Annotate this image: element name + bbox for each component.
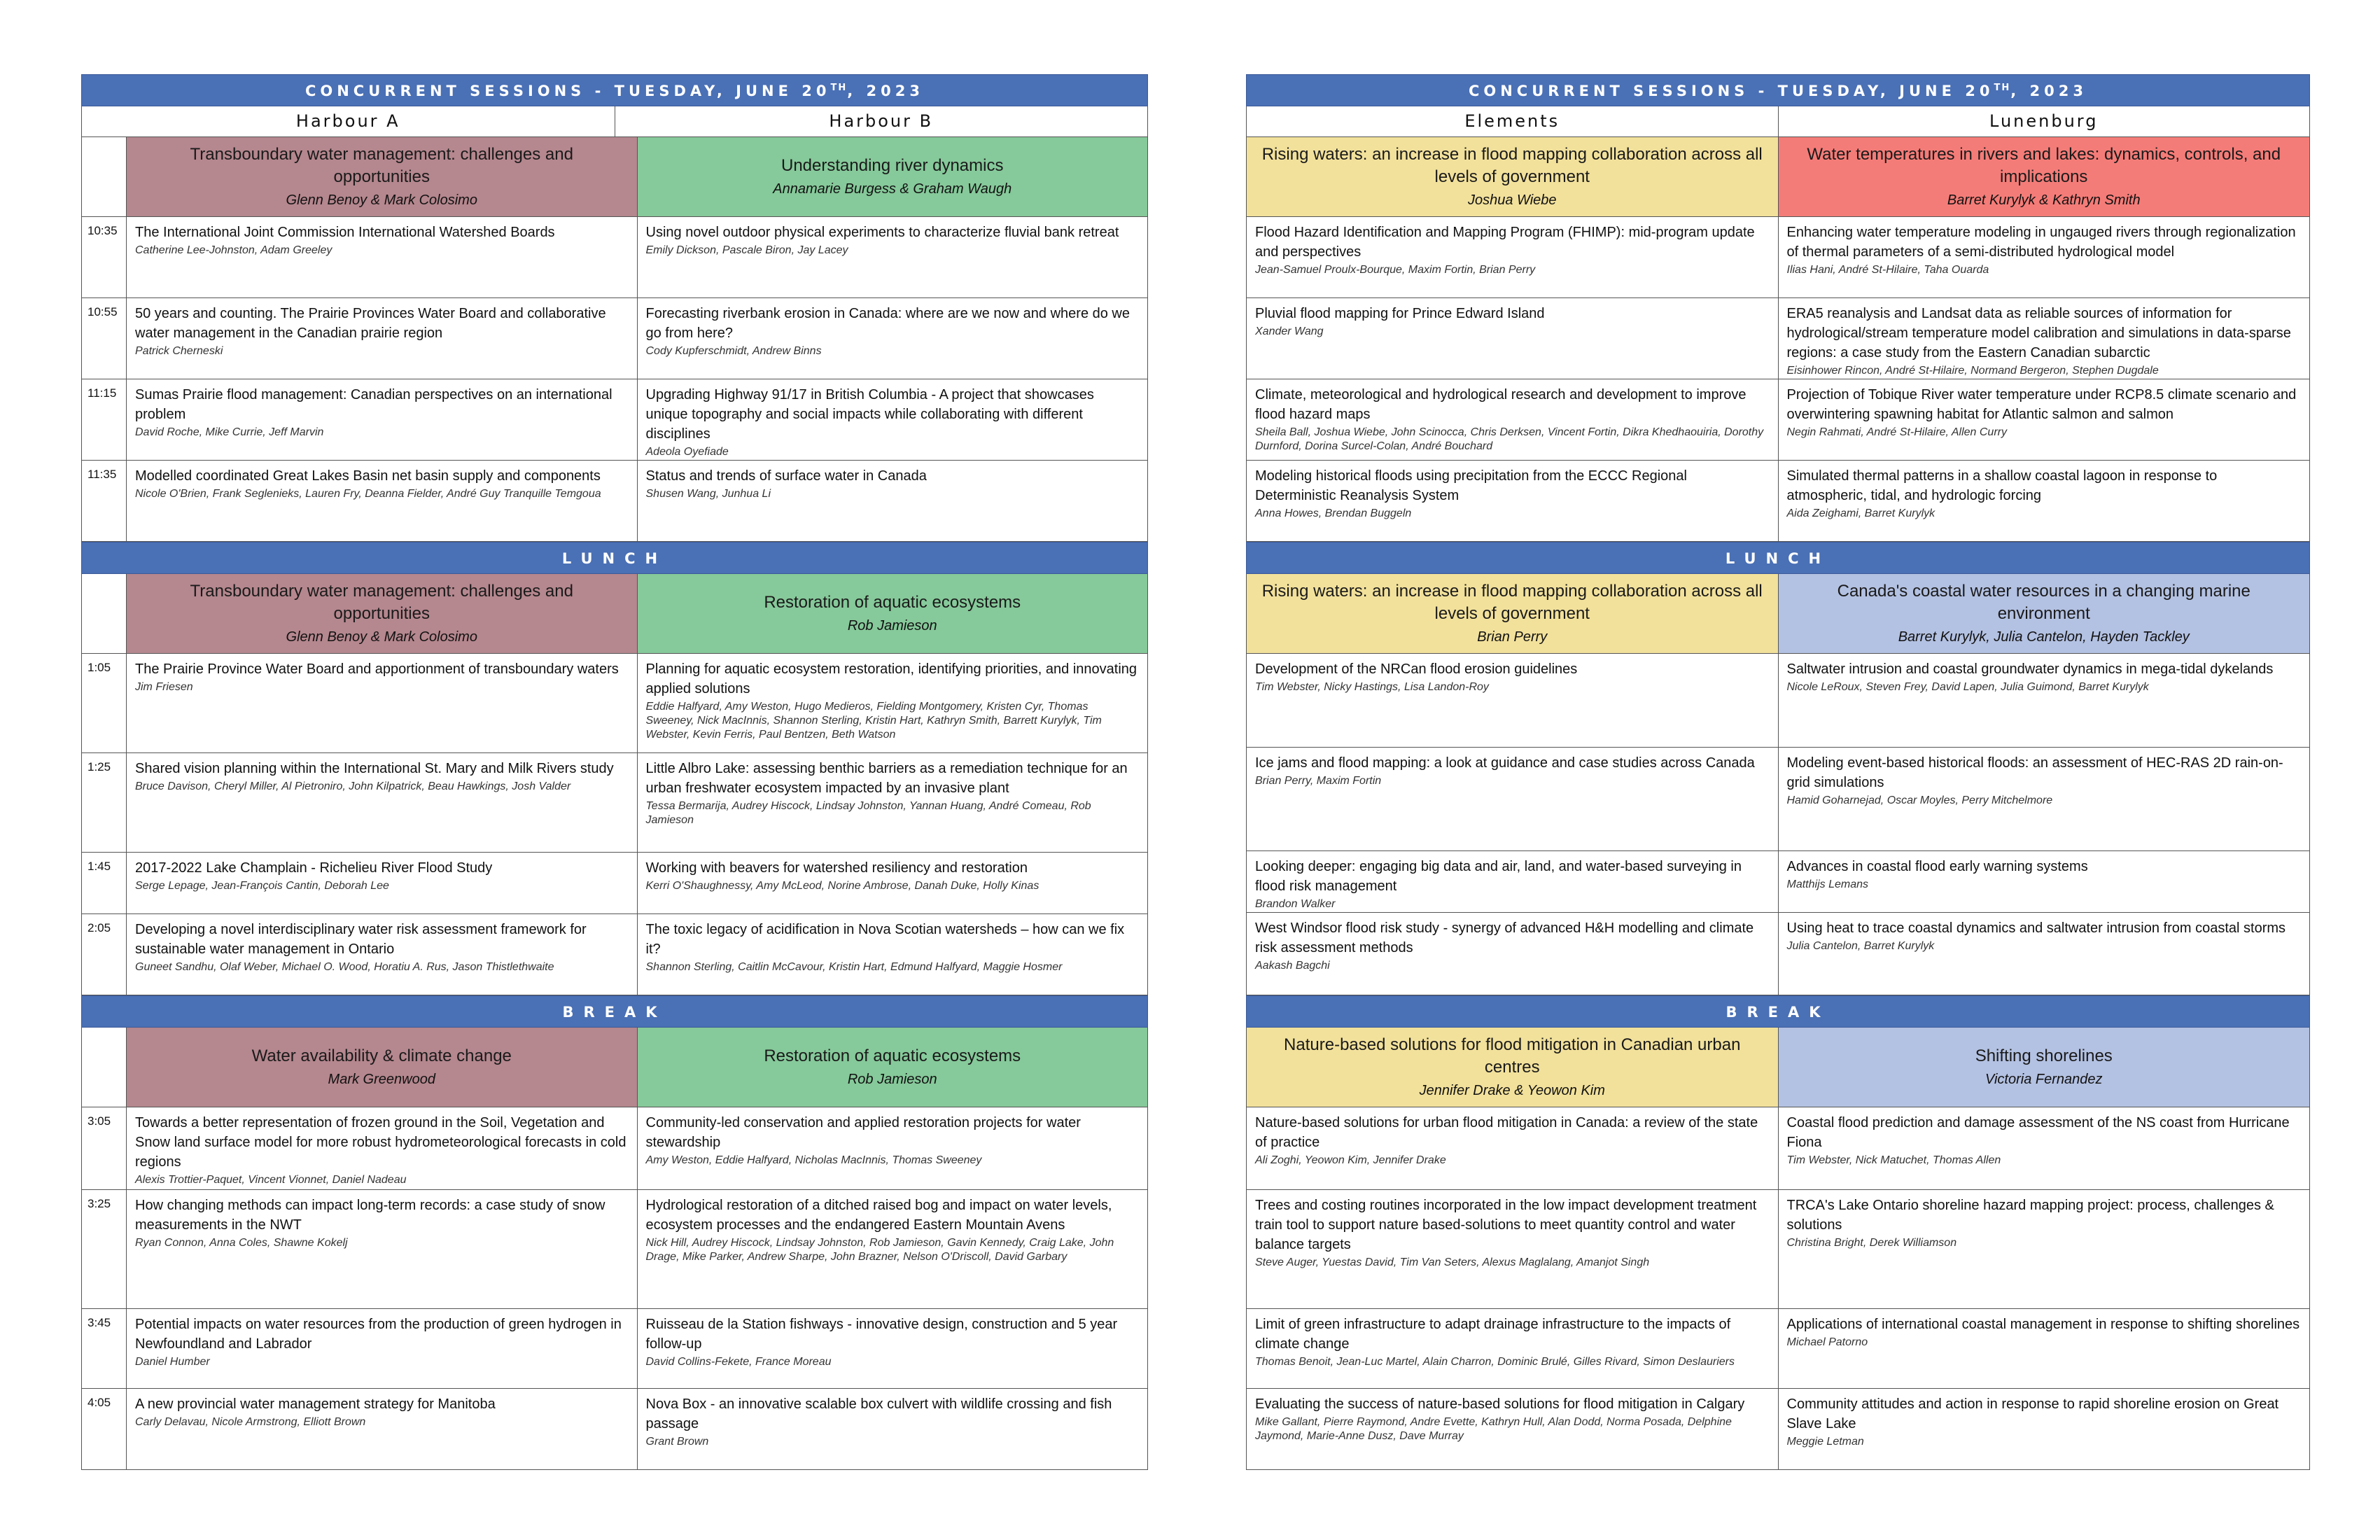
talk-authors: Matthijs Lemans <box>1786 878 1868 890</box>
session-block <box>81 137 1148 542</box>
talk-row <box>82 1107 1147 1190</box>
room-header-row <box>81 106 1148 137</box>
session-header-row <box>1247 574 2309 654</box>
talk-cell <box>127 298 637 379</box>
talk-title: Status and trends of surface water in Canada <box>645 468 927 484</box>
talk-row <box>82 217 1147 298</box>
talk-row <box>1247 1107 2309 1190</box>
session-block <box>1246 574 2310 995</box>
session-chairs: Rob Jamieson <box>847 617 937 634</box>
talk-authors: Negin Rahmati, André St-Hilaire, Allen Curry <box>1786 426 2007 438</box>
talk-row <box>82 1190 1147 1309</box>
talk-cell <box>1247 748 1778 850</box>
talk-authors: Jim Friesen <box>135 681 193 693</box>
time-cell: 3:45 <box>82 1309 127 1388</box>
time-cell: 10:55 <box>82 298 127 379</box>
talk-title: Working with beavers for watershed resiliency and restoration <box>645 860 1028 876</box>
talk-authors: Michael Patorno <box>1786 1336 1868 1348</box>
talk-title: Modelled coordinated Great Lakes Basin net basin supply and components <box>135 468 601 484</box>
session-chairs: Annamarie Burgess & Graham Waugh <box>773 181 1012 197</box>
talk-authors: Cody Kupferschmidt, Andrew Binns <box>645 345 822 357</box>
talk-title: The Prairie Province Water Board and apportionment of transboundary waters <box>135 662 619 677</box>
session-header-row <box>82 1028 1147 1107</box>
talk-authors: Tim Webster, Nick Matuchet, Thomas Allen <box>1786 1154 2001 1166</box>
title-year: , 2023 <box>2010 83 2088 99</box>
session-header <box>1247 574 1778 653</box>
talk-title: Climate, meteorological and hydrological research and development to improve flood hazard maps <box>1255 387 1746 422</box>
talk-authors: Carly Delavau, Nicole Armstrong, Elliott Brown <box>135 1416 366 1428</box>
talk-title: 50 years and counting. The Prairie Provinces Water Board and collaborative water management in the Canadian prairie region <box>135 306 606 341</box>
talk-authors: Brian Perry, Maxim Fortin <box>1255 775 1382 787</box>
talk-row <box>1247 217 2309 298</box>
talk-authors: David Collins-Fekete, France Moreau <box>645 1356 832 1368</box>
title-sup: TH <box>830 83 848 93</box>
talk-authors: Patrick Cherneski <box>135 345 223 357</box>
talk-cell <box>637 217 1148 298</box>
session-title: Nature-based solutions for flood mitigation in Canadian urban centres <box>1284 1035 1741 1077</box>
talk-cell <box>1247 461 1778 541</box>
session-chairs: Rob Jamieson <box>847 1071 937 1087</box>
talk-cell <box>127 1309 637 1388</box>
talk-title: Ruisseau de la Station fishways - innovative design, construction and 5 year follow-up <box>645 1317 1118 1352</box>
talk-cell <box>127 1389 637 1469</box>
talk-title: Towards a better representation of frozen ground in the Soil, Vegetation and Snow land surface model for more robust hydrometeorological forecasts in cold regions <box>135 1115 626 1170</box>
time-cell <box>82 137 127 216</box>
talk-authors: Tessa Bermarija, Audrey Hiscock, Lindsay Johnston, Yannan Huang, André Comeau, Rob Jamieson <box>645 800 1091 826</box>
talk-cell <box>1247 1190 1778 1308</box>
talk-cell <box>637 753 1148 852</box>
title-year: , 2023 <box>847 83 925 99</box>
break-band: BREAK <box>1246 995 2310 1028</box>
talk-cell <box>127 217 637 298</box>
talk-cell <box>637 853 1148 913</box>
talk-cell <box>127 1190 637 1308</box>
session-title: Restoration of aquatic ecosystems <box>764 1046 1021 1065</box>
talk-authors: Brandon Walker <box>1255 898 1336 910</box>
session-blocks <box>1246 137 2310 1470</box>
talk-cell <box>1778 461 2310 541</box>
time-cell: 4:05 <box>82 1389 127 1469</box>
session-block <box>1246 137 2310 542</box>
talk-cell <box>1778 1107 2310 1189</box>
talk-title: Saltwater intrusion and coastal groundwater dynamics in mega-tidal dykelands <box>1786 662 2274 677</box>
talk-cell <box>637 1389 1148 1469</box>
talk-title: Community-led conservation and applied restoration projects for water stewardship <box>645 1115 1081 1150</box>
talk-title: West Windsor flood risk study - synergy of advanced H&H modelling and climate risk assessment methods <box>1255 920 1754 955</box>
talk-cell <box>1247 913 1778 995</box>
session-header <box>1778 574 2310 653</box>
session-title: Understanding river dynamics <box>781 155 1004 175</box>
talk-title: Applications of international coastal management in response to shifting shorelines <box>1786 1317 2300 1332</box>
talk-cell <box>1247 851 1778 912</box>
time-cell: 1:25 <box>82 753 127 852</box>
talk-authors: Ali Zoghi, Yeowon Kim, Jennifer Drake <box>1255 1154 1446 1166</box>
talk-title: Enhancing water temperature modeling in ungauged rivers through regionalization of thermal parameters of a semi-distributed hydrological model <box>1786 225 2296 260</box>
talk-title: Upgrading Highway 91/17 in British Columbia - A project that showcases unique topography and social impacts while collaborating with different disciplines <box>645 387 1094 442</box>
talk-authors: Daniel Humber <box>135 1356 210 1368</box>
session-chairs: Barret Kurylyk & Kathryn Smith <box>1947 192 2141 208</box>
talk-cell <box>1247 1107 1778 1189</box>
room-name: Elements <box>1464 111 1560 131</box>
time-cell: 2:05 <box>82 914 127 995</box>
talk-cell <box>637 461 1148 541</box>
session-title: Transboundary water management: challenges and opportunities <box>190 581 573 623</box>
talk-cell <box>1778 1309 2310 1388</box>
talk-cell <box>1247 298 1778 379</box>
talk-authors: Xander Wang <box>1255 326 1324 337</box>
talk-row <box>82 753 1147 853</box>
talk-title: Modeling event-based historical floods: an assessment of HEC-RAS 2D rain-on-grid simulations <box>1786 755 2283 790</box>
session-block <box>81 574 1148 995</box>
talk-title: Evaluating the success of nature-based solutions for flood mitigation in Calgary <box>1255 1396 1745 1412</box>
talk-title: Hydrological restoration of a ditched raised bog and impact on water levels, ecosystem processes and the endangered Eastern Mountain Avens <box>645 1198 1112 1233</box>
talk-row <box>82 1389 1147 1470</box>
session-header-row <box>1247 1028 2309 1107</box>
session-header <box>127 574 637 653</box>
talk-authors: Jean-Samuel Proulx-Bourque, Maxim Fortin, Brian Perry <box>1255 264 1536 276</box>
talk-authors: Steve Auger, Yuestas David, Tim Van Seters, Alexus Maglalang, Amanjot Singh <box>1255 1256 1650 1268</box>
talk-cell <box>637 379 1148 460</box>
talk-authors: Aida Zeighami, Barret Kurylyk <box>1786 507 1935 519</box>
talk-authors: Kerri O'Shaughnessy, Amy McLeod, Norine Ambrose, Danah Duke, Holly Kinas <box>645 880 1040 892</box>
time-cell: 1:45 <box>82 853 127 913</box>
talk-cell <box>1247 217 1778 298</box>
talk-title: Pluvial flood mapping for Prince Edward Island <box>1255 306 1545 321</box>
session-header-row <box>1247 137 2309 217</box>
title-text: CONCURRENT SESSIONS - TUESDAY, JUNE 20 <box>304 83 831 99</box>
talk-authors: David Roche, Mike Currie, Jeff Marvin <box>135 426 324 438</box>
talk-row <box>1247 654 2309 748</box>
time-cell: 1:05 <box>82 654 127 752</box>
talk-cell <box>127 461 637 541</box>
title-text: CONCURRENT SESSIONS - TUESDAY, JUNE 20 <box>1468 83 1994 99</box>
talk-cell <box>1778 851 2310 912</box>
talk-title: Community attitudes and action in response to rapid shoreline erosion on Great Slave Lake <box>1786 1396 2279 1432</box>
talk-cell <box>127 654 637 752</box>
talk-authors: Mike Gallant, Pierre Raymond, Andre Evette, Kathryn Hull, Alan Dodd, Norma Posada, Delphine Jaymond, Marie-Anne Dusz, Dave Murray <box>1255 1416 1732 1442</box>
session-chairs: Mark Greenwood <box>328 1071 435 1087</box>
talk-title: Little Albro Lake: assessing benthic barriers as a remediation technique for an urban freshwater ecosystem impacted by an invasive plant <box>645 761 1128 796</box>
talk-row <box>1247 748 2309 851</box>
time-cell <box>82 1028 127 1107</box>
talk-title: Trees and costing routines incorporated in the low impact development treatment train tool to support nature based-solutions to meet quantity control and water balance targets <box>1255 1198 1757 1252</box>
schedule-title-band <box>1246 74 2310 106</box>
session-header <box>637 137 1148 216</box>
talk-authors: Shusen Wang, Junhua Li <box>645 488 771 500</box>
talk-cell <box>1247 1309 1778 1388</box>
talk-authors: Emily Dickson, Pascale Biron, Jay Lacey <box>645 244 848 256</box>
session-header <box>1778 1028 2310 1107</box>
talk-authors: Eddie Halfyard, Amy Weston, Hugo Medieros, Fielding Montgomery, Kristen Cyr, Thomas Sweeney, Nick MacInnis, Shannon Sterling, Kristin Hart, Kathryn Smith, Barrett Kurylyk, Tim Webster, Kevin Ferris, Paul Bentzen, Beth Watson <box>645 701 1102 741</box>
session-block <box>1246 1028 2310 1470</box>
talk-authors: Eisinhower Rincon, André St-Hilaire, Normand Bergeron, Stephen Dugdale <box>1786 365 2159 377</box>
talk-cell <box>1778 379 2310 460</box>
time-cell: 3:05 <box>82 1107 127 1189</box>
talk-cell <box>1778 217 2310 298</box>
talk-authors: Bruce Davison, Cheryl Miller, Al Pietroniro, John Kilpatrick, Beau Hawkings, Josh Valder <box>135 780 571 792</box>
talk-cell <box>127 753 637 852</box>
session-header <box>1247 137 1778 216</box>
talk-row <box>1247 913 2309 995</box>
session-header <box>127 137 637 216</box>
talk-authors: Tim Webster, Nicky Hastings, Lisa Landon-Roy <box>1255 681 1489 693</box>
session-chairs: Joshua Wiebe <box>1467 192 1557 208</box>
talk-authors: Serge Lepage, Jean-François Cantin, Deborah Lee <box>135 880 389 892</box>
talk-authors: Guneet Sandhu, Olaf Weber, Michael O. Wood, Horatiu A. Rus, Jason Thistlethwaite <box>135 961 554 973</box>
talk-title: Forecasting riverbank erosion in Canada: where are we now and where do we go from here? <box>645 306 1130 341</box>
talk-cell <box>127 914 637 995</box>
talk-title: Using novel outdoor physical experiments to characterize fluvial bank retreat <box>645 225 1119 240</box>
session-title: Water availability & climate change <box>251 1046 512 1065</box>
talk-authors: Ryan Connon, Anna Coles, Shawne Kokelj <box>135 1237 348 1249</box>
talk-title: Using heat to trace coastal dynamics and saltwater intrusion from coastal storms <box>1786 920 2286 936</box>
talk-title: ERA5 reanalysis and Landsat data as reliable sources of information for hydrological/stream temperature model calibration and simulations in data-sparse regions: a case study from the Eastern Canadian subarctic <box>1786 306 2291 360</box>
session-block <box>81 1028 1148 1470</box>
talk-authors: Anna Howes, Brendan Buggeln <box>1255 507 1412 519</box>
talk-authors: Amy Weston, Eddie Halfyard, Nicholas MacInnis, Thomas Sweeney <box>645 1154 982 1166</box>
talk-title: Modeling historical floods using precipitation from the ECCC Regional Deterministic Reanalysis System <box>1255 468 1687 503</box>
talk-row <box>1247 379 2309 461</box>
title-sup: TH <box>1994 83 2011 93</box>
talk-title: Limit of green infrastructure to adapt drainage infrastructure to the impacts of climate change <box>1255 1317 1731 1352</box>
talk-authors: Julia Cantelon, Barret Kurylyk <box>1786 940 1935 952</box>
talk-cell <box>1247 654 1778 747</box>
talk-authors: Nicole O'Brien, Frank Seglenieks, Lauren Fry, Deanna Fielder, André Guy Tranquille Temgoua <box>135 488 601 500</box>
talk-title: Looking deeper: engaging big data and air, land, and water-based surveying in flood risk management <box>1255 859 1742 894</box>
talk-authors: Aakash Bagchi <box>1255 960 1330 972</box>
talk-authors: Meggie Letman <box>1786 1436 1864 1448</box>
talk-cell <box>1247 1389 1778 1469</box>
talk-cell <box>637 914 1148 995</box>
talk-row <box>1247 461 2309 542</box>
talk-title: A new provincial water management strategy for Manitoba <box>135 1396 496 1412</box>
session-header <box>637 574 1148 653</box>
talk-authors: Christina Bright, Derek Williamson <box>1786 1237 1957 1249</box>
schedule-panel-right <box>1246 74 2310 1470</box>
room-name: Harbour A <box>295 111 400 131</box>
time-cell: 11:15 <box>82 379 127 460</box>
talk-title: Ice jams and flood mapping: a look at guidance and case studies across Canada <box>1255 755 1755 771</box>
talk-cell <box>1778 654 2310 747</box>
session-title: Canada's coastal water resources in a changing marine environment <box>1837 581 2250 623</box>
talk-row <box>82 654 1147 753</box>
talk-authors: Adeola Oyefiade <box>645 446 729 458</box>
talk-title: Advances in coastal flood early warning systems <box>1786 859 2088 874</box>
session-chairs: Glenn Benoy & Mark Colosimo <box>286 192 477 208</box>
break-band: BREAK <box>81 995 1148 1028</box>
talk-cell <box>637 1190 1148 1308</box>
talk-title: Projection of Tobique River water temperature under RCP8.5 climate scenario and overwintering spawning habitat for Atlantic salmon and salmon <box>1786 387 2297 422</box>
talk-authors: Thomas Benoit, Jean-Luc Martel, Alain Charron, Dominic Brulé, Gilles Rivard, Simon Deslauriers <box>1255 1356 1735 1368</box>
talk-cell <box>1778 1190 2310 1308</box>
room-name: Lunenburg <box>1778 106 2310 136</box>
time-cell: 11:35 <box>82 461 127 541</box>
talk-title: How changing methods can impact long-term records: a case study of snow measurements in the NWT <box>135 1198 606 1233</box>
schedule-panel-left <box>81 74 1148 1470</box>
talk-row <box>1247 1190 2309 1309</box>
talk-title: TRCA's Lake Ontario shoreline hazard mapping project: process, challenges & solutions <box>1786 1198 2274 1233</box>
talk-title: Nova Box - an innovative scalable box culvert with wildlife crossing and fish passage <box>645 1396 1112 1432</box>
talk-authors: Nicole LeRoux, Steven Frey, David Lapen, Julia Guimond, Barret Kurylyk <box>1786 681 2149 693</box>
talk-title: The toxic legacy of acidification in Nova Scotian watersheds – how can we fix it? <box>645 922 1125 957</box>
session-title: Restoration of aquatic ecosystems <box>764 592 1021 612</box>
break-band: LUNCH <box>81 542 1148 574</box>
session-header-row <box>82 137 1147 217</box>
schedule-title-band <box>81 74 1148 106</box>
talk-row <box>82 853 1147 914</box>
talk-row <box>1247 1389 2309 1470</box>
session-chairs: Victoria Fernandez <box>1985 1071 2103 1087</box>
talk-title: Simulated thermal patterns in a shallow coastal lagoon in response to atmospheric, tidal, and hydrologic forcing <box>1786 468 2218 503</box>
talk-title: 2017-2022 Lake Champlain - Richelieu River Flood Study <box>135 860 493 876</box>
talk-title: Shared vision planning within the International St. Mary and Milk Rivers study <box>135 761 614 776</box>
session-header <box>1247 1028 1778 1107</box>
room-name: Harbour B <box>615 106 1148 136</box>
session-header-row <box>82 574 1147 654</box>
time-cell: 10:35 <box>82 217 127 298</box>
talk-cell <box>1778 298 2310 379</box>
talk-row <box>82 379 1147 461</box>
talk-cell <box>127 379 637 460</box>
talk-title: Flood Hazard Identification and Mapping Program (FHIMP): mid-program update and perspectives <box>1255 225 1755 260</box>
session-blocks <box>81 137 1148 1470</box>
talk-cell <box>1247 379 1778 460</box>
talk-row <box>1247 851 2309 913</box>
session-header <box>127 1028 637 1107</box>
talk-row <box>82 914 1147 995</box>
session-title: Transboundary water management: challenges and opportunities <box>190 144 573 186</box>
talk-title: Sumas Prairie flood management: Canadian perspectives on an international problem <box>135 387 612 422</box>
session-title: Water temperatures in rivers and lakes: dynamics, controls, and implications <box>1807 144 2281 186</box>
talk-cell <box>637 654 1148 752</box>
talk-cell <box>127 1107 637 1189</box>
session-header <box>637 1028 1148 1107</box>
session-title: Shifting shorelines <box>1975 1046 2113 1065</box>
time-cell: 3:25 <box>82 1190 127 1308</box>
session-chairs: Glenn Benoy & Mark Colosimo <box>286 629 477 645</box>
talk-cell <box>637 298 1148 379</box>
talk-title: Development of the NRCan flood erosion guidelines <box>1255 662 1578 677</box>
talk-title: Developing a novel interdisciplinary water risk assessment framework for sustainable water management in Ontario <box>135 922 587 957</box>
talk-title: Nature-based solutions for urban flood mitigation in Canada: a review of the state of practice <box>1255 1115 1758 1150</box>
talk-authors: Ilias Hani, André St-Hilaire, Taha Ouarda <box>1786 264 1989 276</box>
talk-authors: Alexis Trottier-Paquet, Vincent Vionnet, Daniel Nadeau <box>135 1174 407 1186</box>
talk-authors: Sheila Ball, Joshua Wiebe, John Scinocca, Chris Derksen, Vincent Fortin, Dikra Khedhaouiria, Dorothy Durnford, Dorina Surcel-Colan, André Bouchard <box>1255 426 1764 452</box>
talk-cell <box>637 1107 1148 1189</box>
talk-row <box>1247 1309 2309 1389</box>
talk-title: Coastal flood prediction and damage assessment of the NS coast from Hurricane Fiona <box>1786 1115 2290 1150</box>
talk-title: Planning for aquatic ecosystem restoration, identifying priorities, and innovating applied solutions <box>645 662 1138 696</box>
talk-authors: Nick Hill, Audrey Hiscock, Lindsay Johnston, Rob Jamieson, Gavin Kennedy, Craig Lake, John Drage, Mike Parker, Andrew Sharpe, John Brazner, Nelson O'Driscoll, David Garbary <box>645 1237 1114 1263</box>
talk-row <box>82 298 1147 379</box>
session-chairs: Jennifer Drake & Yeowon Kim <box>1419 1082 1605 1098</box>
talk-authors: Catherine Lee-Johnston, Adam Greeley <box>135 244 332 256</box>
talk-authors: Hamid Goharnejad, Oscar Moyles, Perry Mitchelmore <box>1786 794 2053 806</box>
session-title: Rising waters: an increase in flood mapping collaboration across all levels of government <box>1261 144 1763 186</box>
talk-authors: Grant Brown <box>645 1436 709 1448</box>
session-chairs: Barret Kurylyk, Julia Cantelon, Hayden Tackley <box>1898 629 2190 645</box>
break-band: LUNCH <box>1246 542 2310 574</box>
session-title: Rising waters: an increase in flood mapping collaboration across all levels of government <box>1261 581 1763 623</box>
talk-authors: Shannon Sterling, Caitlin McCavour, Kristin Hart, Edmund Halfyard, Maggie Hosmer <box>645 961 1063 973</box>
talk-cell <box>1778 913 2310 995</box>
talk-row <box>82 461 1147 542</box>
talk-cell <box>637 1309 1148 1388</box>
talk-cell <box>1778 748 2310 850</box>
session-chairs: Brian Perry <box>1477 629 1548 645</box>
talk-title: Potential impacts on water resources from the production of green hydrogen in Newfoundland and Labrador <box>135 1317 622 1352</box>
room-header-row <box>1246 106 2310 137</box>
talk-cell <box>1778 1389 2310 1469</box>
talk-cell <box>127 853 637 913</box>
session-header <box>1778 137 2310 216</box>
talk-row <box>1247 298 2309 379</box>
talk-title: The International Joint Commission International Watershed Boards <box>135 225 555 240</box>
talk-row <box>82 1309 1147 1389</box>
time-cell <box>82 574 127 653</box>
